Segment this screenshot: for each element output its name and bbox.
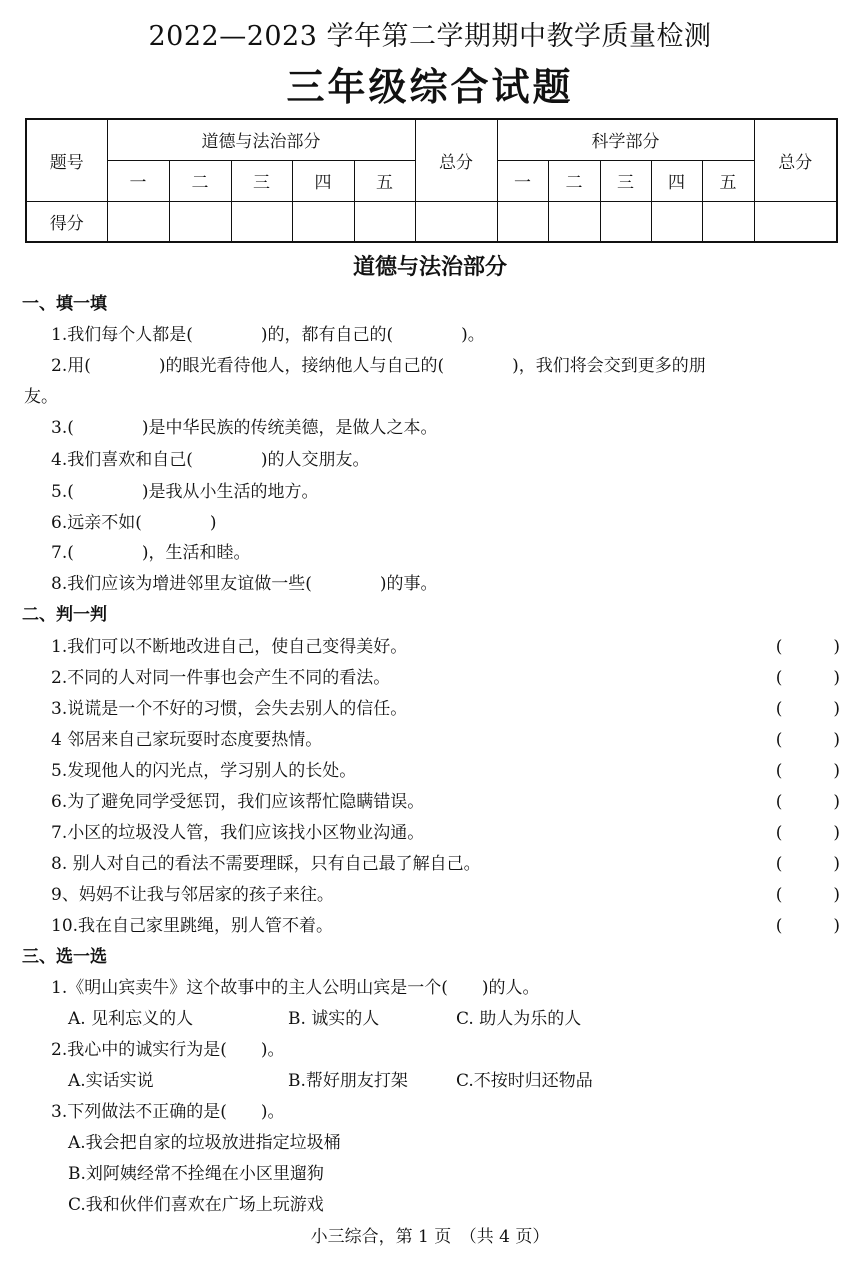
- choose-q2-option-a: A.实话实说: [68, 1071, 154, 1091]
- fill-question-6: 6.远亲不如( ): [51, 513, 217, 533]
- fill-question-4: 4.我们喜欢和自己( )的人交朋友。: [51, 450, 370, 470]
- judge-item-10: 10.我在自己家里跳绳，别人管不着。: [51, 916, 334, 936]
- judge-item-3: 3.说谎是一个不好的习惯，会失去别人的信任。: [51, 699, 408, 719]
- fill-question-2-cont: 友。: [24, 387, 58, 407]
- exam-title: 2022—2023 学年第二学期期中教学质量检测: [148, 21, 712, 52]
- choose-q1-option-a: A. 见利忘义的人: [68, 1009, 194, 1029]
- col-num: 五: [354, 160, 415, 201]
- answer-paren[interactable]: ( ): [775, 854, 840, 874]
- fill-question-7: 7.( )，生活和睦。: [51, 543, 251, 563]
- choose-heading: 三、选一选: [22, 947, 107, 967]
- page-footer: 小三综合，第 1 页 （共 4 页）: [310, 1227, 550, 1247]
- score-cell[interactable]: [651, 201, 702, 242]
- judge-item-5: 5.发现他人的闪光点，学习别人的长处。: [51, 761, 357, 781]
- answer-paren[interactable]: ( ): [775, 792, 840, 812]
- choose-question-3: 3.下列做法不正确的是( )。: [51, 1102, 285, 1122]
- answer-paren[interactable]: ( ): [775, 637, 840, 657]
- judge-item-2: 2.不同的人对同一件事也会产生不同的看法。: [51, 668, 391, 688]
- answer-paren[interactable]: ( ): [775, 668, 840, 688]
- fill-question-2: 2.用( )的眼光看待他人，接纳他人与自己的( )，我们将会交到更多的朋: [51, 356, 706, 376]
- score-cell[interactable]: [548, 201, 600, 242]
- col-num: 三: [600, 160, 651, 201]
- answer-paren[interactable]: ( ): [775, 761, 840, 781]
- score-cell[interactable]: [415, 201, 497, 242]
- answer-paren[interactable]: ( ): [775, 823, 840, 843]
- choose-q1-option-b: B. 诚实的人: [288, 1009, 380, 1029]
- exam-subtitle: 三年级综合试题: [286, 64, 574, 109]
- score-cell[interactable]: [231, 201, 292, 242]
- choose-question-1: 1.《明山宾卖牛》这个故事中的主人公明山宾是一个( )的人。: [51, 978, 540, 998]
- judge-item-9: 9、妈妈不让我与邻居家的孩子来往。: [51, 885, 334, 905]
- score-cell[interactable]: [702, 201, 754, 242]
- choose-q3-option-b: B.刘阿姨经常不拴绳在小区里遛狗: [68, 1164, 324, 1184]
- choose-q3-option-a: A.我会把自家的垃圾放进指定垃圾桶: [68, 1133, 341, 1153]
- score-cell[interactable]: [107, 201, 169, 242]
- col-num: 五: [702, 160, 754, 201]
- fill-heading: 一、填一填: [22, 294, 107, 314]
- judge-item-4: 4 邻居来自己家玩耍时态度要热情。: [51, 730, 323, 750]
- part-science-header: 科学部分: [497, 119, 754, 160]
- col-num: 一: [107, 160, 169, 201]
- judge-heading: 二、判一判: [22, 605, 107, 625]
- part-moral-header: 道德与法治部分: [107, 119, 415, 160]
- choose-q3-option-c: C.我和伙伴们喜欢在广场上玩游戏: [68, 1195, 324, 1215]
- score-cell[interactable]: [354, 201, 415, 242]
- choose-q2-option-b: B.帮好朋友打架: [288, 1071, 408, 1091]
- col-num: 四: [292, 160, 354, 201]
- choose-question-2: 2.我心中的诚实行为是( )。: [51, 1040, 285, 1060]
- choose-q2-option-c: C.不按时归还物品: [456, 1071, 593, 1091]
- fill-question-3: 3.( )是中华民族的传统美德，是做人之本。: [51, 418, 438, 438]
- col-num: 二: [169, 160, 231, 201]
- judge-item-6: 6.为了避免同学受惩罚，我们应该帮忙隐瞒错误。: [51, 792, 425, 812]
- fill-question-1: 1.我们每个人都是( )的，都有自己的( )。: [51, 325, 485, 345]
- score-cell[interactable]: [497, 201, 548, 242]
- answer-paren[interactable]: ( ): [775, 699, 840, 719]
- col-num: 一: [497, 160, 548, 201]
- section-title: 道德与法治部分: [352, 255, 507, 280]
- score-cell[interactable]: [600, 201, 651, 242]
- fill-question-8: 8.我们应该为增进邻里友谊做一些( )的事。: [51, 574, 438, 594]
- judge-item-7: 7.小区的垃圾没人管，我们应该找小区物业沟通。: [51, 823, 425, 843]
- score-cell[interactable]: [292, 201, 354, 242]
- col-num: 四: [651, 160, 702, 201]
- fill-question-5: 5.( )是我从小生活的地方。: [51, 482, 319, 502]
- total-header-2: 总分: [754, 119, 837, 201]
- total-header-1: 总分: [415, 119, 497, 201]
- label-score: 得分: [26, 201, 107, 242]
- col-num: 三: [231, 160, 292, 201]
- judge-item-1: 1.我们可以不断地改进自己，使自己变得美好。: [51, 637, 408, 657]
- label-question-no: 题号: [26, 119, 107, 201]
- score-table: [25, 118, 838, 243]
- judge-item-8: 8. 别人对自己的看法不需要理睬，只有自己最了解自己。: [51, 854, 481, 874]
- choose-q1-option-c: C. 助人为乐的人: [456, 1009, 582, 1029]
- score-cell[interactable]: [754, 201, 837, 242]
- col-num: 二: [548, 160, 600, 201]
- answer-paren[interactable]: ( ): [775, 916, 840, 936]
- answer-paren[interactable]: ( ): [775, 885, 840, 905]
- score-cell[interactable]: [169, 201, 231, 242]
- answer-paren[interactable]: ( ): [775, 730, 840, 750]
